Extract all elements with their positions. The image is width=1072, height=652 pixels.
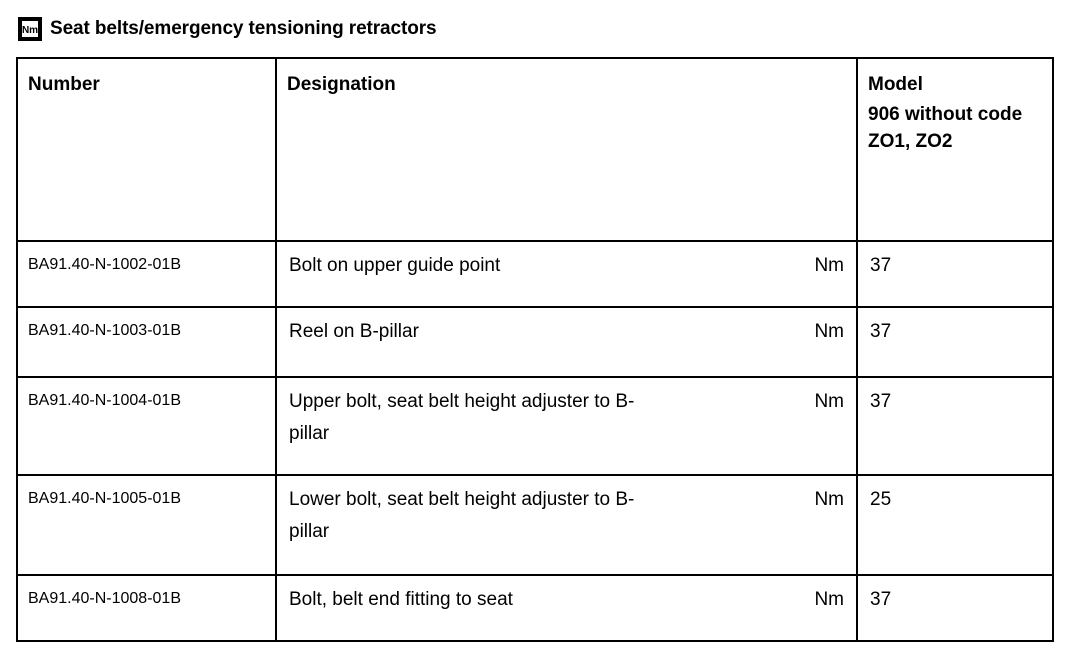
row-number: BA91.40-N-1002-01B <box>17 241 276 307</box>
row-designation <box>276 575 857 641</box>
table-header-row <box>17 58 1053 241</box>
unit-label: Nm <box>814 321 844 342</box>
row-number: BA91.40-N-1003-01B <box>17 307 276 377</box>
column-header-designation: Designation <box>276 58 857 241</box>
row-value: 25 <box>857 475 1053 575</box>
column-header-number: Number <box>17 58 276 241</box>
row-value: 37 <box>857 377 1053 475</box>
torque-nm-icon <box>18 17 42 41</box>
row-designation <box>276 475 857 575</box>
row-designation <box>276 307 857 377</box>
row-designation <box>276 241 857 307</box>
row-designation <box>276 377 857 475</box>
designation-text: Lower bolt, seat belt height adjuster to B-pillar <box>289 489 635 542</box>
designation-text: Upper bolt, seat belt height adjuster to B-pillar <box>289 391 635 444</box>
model-variant-label: 906 without code ZO1, ZO2 <box>868 104 1023 152</box>
unit-label: Nm <box>814 489 844 510</box>
row-value: 37 <box>857 241 1053 307</box>
row-value: 37 <box>857 307 1053 377</box>
designation-text: Bolt on upper guide point <box>289 255 501 276</box>
designation-text: Reel on B-pillar <box>289 321 419 342</box>
torque-spec-table <box>16 57 1054 642</box>
row-number: BA91.40-N-1008-01B <box>17 575 276 641</box>
model-header-label: Model <box>868 74 923 95</box>
table-row <box>17 307 1053 377</box>
unit-label: Nm <box>814 391 844 412</box>
torque-icon-label: Nm <box>22 21 38 37</box>
column-header-model <box>857 58 1053 241</box>
unit-label: Nm <box>814 255 844 276</box>
row-number: BA91.40-N-1004-01B <box>17 377 276 475</box>
row-value: 37 <box>857 575 1053 641</box>
table-row <box>17 575 1053 641</box>
section-title: Seat belts/emergency tensioning retractors <box>50 18 437 39</box>
table-row <box>17 241 1053 307</box>
table-row <box>17 377 1053 475</box>
unit-label: Nm <box>814 589 844 610</box>
section-header <box>18 14 437 44</box>
table-row <box>17 475 1053 575</box>
designation-text: Bolt, belt end fitting to seat <box>289 589 513 610</box>
row-number: BA91.40-N-1005-01B <box>17 475 276 575</box>
